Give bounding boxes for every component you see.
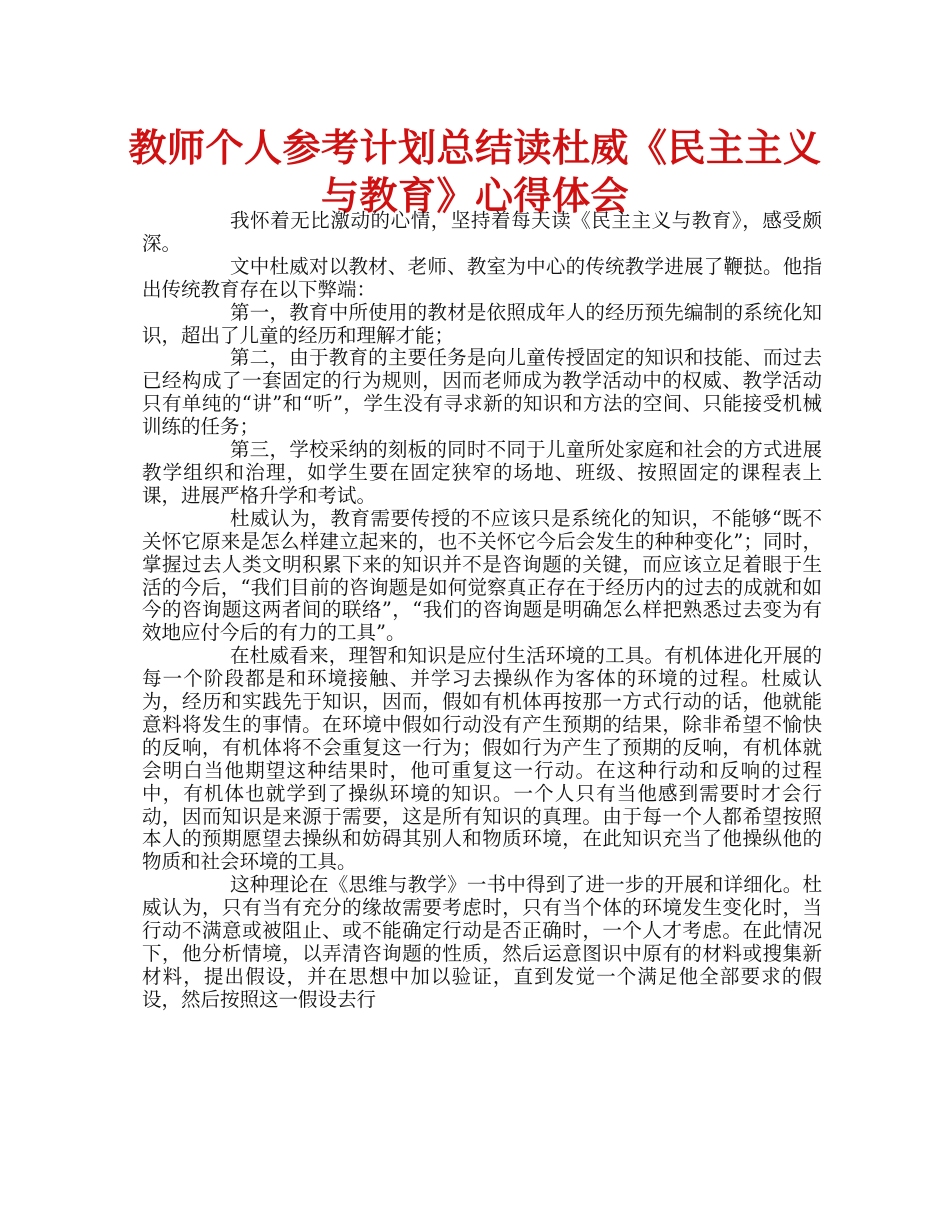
paragraph: 在杜威看来，理智和知识是应付生活环境的工具。有机体进化开展的每一个阶段都是和环境接触、并学习去操纵作为客体的环境的过程。杜威认为，经历和实践先于知识，因而，假如有机体再按那一方式行动的话，他就能意料将发生的事情。在环境中假如行动没有产生预期的结果，除非希望不愉快的反响，有机体将不会重复这一行为；假如行为产生了预期的反响，有机体就会明白当他期望这种结果时，他可重复这一行动。在这种行动和反响的过程中，有机体也就学到了操纵环境的知识。一个人只有当他感到需要时才会行动，因而知识是来源于需要，这是所有知识的真理。由于每一个人都希望按照本人的预期愿望去操纵和妨碍其别人和物质环境，在此知识充当了他操纵他的物质和社会环境的工具。: [142, 644, 822, 874]
paragraph: 这种理论在《思维与教学》一书中得到了进一步的开展和详细化。杜威认为，只有当有充分的缘故需要考虑时，只有当个体的环境发生变化时，当行动不满意或被阻止、或不能确定行动是否正确时，一个人才考虑。在此情况下，他分析情境，以弄清咨询题的性质，然后运意图识中原有的材料或搜集新材料，提出假设，并在思想中加以验证，直到发觉一个满足他全部要求的假设，然后按照这一假设去行: [142, 873, 822, 1011]
paragraph: 第二，由于教育的主要任务是向儿童传授固定的知识和技能、而过去已经构成了一套固定的行为规则，因而老师成为教学活动中的权威、教学活动只有单纯的“讲”和“听”，学生没有寻求新的知识和方法的空间、只能接受机械训练的任务；: [142, 346, 822, 439]
paragraph: 文中杜威对以教材、老师、教室为中心的传统教学进展了鞭挞。他指出传统教育存在以下弊端：: [142, 254, 822, 301]
paragraph: 杜威认为，教育需要传授的不应该只是系统化的知识，不能够“既不关怀它原来是怎么样建立起来的，也不关怀它今后会发生的种种变化”；同时，掌握过去人类文明积累下来的知识并不是咨询题的关键，而应该立足着眼于生活的今后，“我们目前的咨询题是如何觉察真正存在于经历内的过去的成就和如今的咨询题这两者间的联络”，“我们的咨询题是明确怎么样把熟悉过去变为有效地应付今后的有力的工具”。: [142, 506, 822, 645]
paragraph: 第三，学校采纳的刻板的同时不同于儿童所处家庭和社会的方式进展教学组织和治理，如学生要在固定狭窄的场地、班级、按照固定的课程表上课，进展严格升学和考试。: [142, 438, 822, 507]
document-body: [142, 210, 822, 1012]
page-title: 教师个人参考计划总结读杜威《民主主义与教育》心得体会: [128, 126, 822, 218]
paragraph: 我怀着无比激动的心情，坚持着每天读《民主主义与教育》，感受颇深。: [142, 209, 822, 255]
paragraph: 第一，教育中所使用的教材是依照成年人的经历预先编制的系统化知识，超出了儿童的经历和理解才能；: [142, 300, 822, 347]
